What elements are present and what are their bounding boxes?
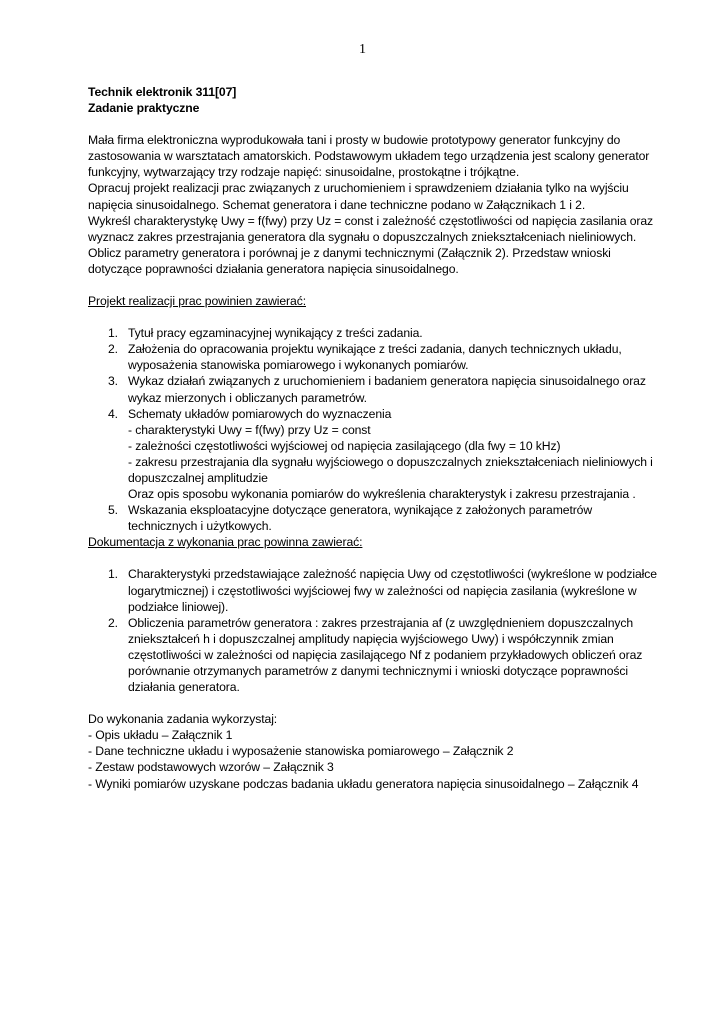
list-item: 2. Obliczenia parametrów generatora : zakres przestrajania af (z uwzględnieniem dopuszczalnych zniekształceń h i dopuszczalnej amplitudy napięcia wyjściowego Uwy) i współczynnik zmian częstotliwości w zależności od napięcia zasilającego Nf z podaniem przykładowych obliczeń oraz porównanie otrzymanych parametrów z danymi technicznymi i wnioski dotyczące poprawności działania generatora. bbox=[108, 615, 643, 695]
documentation-list bbox=[88, 566, 660, 695]
list-item: 1. Tytuł pracy egzaminacyjnej wynikający z treści zadania. bbox=[108, 326, 423, 341]
project-list bbox=[88, 325, 660, 534]
page-number: 1 bbox=[359, 42, 366, 57]
list-item: 2. Założenia do opracowania projektu wynikające z treści zadania, danych technicznych układu, wyposażenia stanowiska pomiarowego i wykonanych pomiarów. bbox=[108, 342, 622, 373]
intro-paragraph: Wykreśl charakterystykę Uwy = f(fwy) przy Uz = const i zależność częstotliwości od napięcia zasilania oraz wyznacz zakres przestrajania generatora dla sygnału o dopuszczalnych zniekształceniach nieliniowych. Oblicz parametry generatora i porównaj je z danymi technicznymi (Załącznik 2). Przedstaw wnioski dotyczące poprawności działania generatora napięcia sinusoidalnego. bbox=[88, 213, 654, 276]
documentation-heading: Dokumentacja z wykonania prac powinna zawierać: bbox=[88, 535, 363, 550]
document-subtitle: Zadanie praktyczne bbox=[88, 101, 200, 116]
list-item: 4. Schematy układów pomiarowych do wyznaczenia - charakterystyki Uwy = f(fwy) przy Uz = const - zależności częstotliwości wyjściowej od napięcia zasilającego (dla fwy = 10 kHz) - zakresu przestrajania dla sygnału wyjściowego o dopuszczalnych zniekształceniach nieliniowych i dopuszczalnej amplitudzie Oraz opis sposobu wykonania pomiarów do wykreślenia charakterystyk i zakresu przestrajania . bbox=[108, 406, 653, 502]
document-body bbox=[88, 84, 660, 792]
resource-item: - Wyniki pomiarów uzyskane podczas badania układu generatora napięcia sinusoidalnego – Załącznik 4 bbox=[88, 776, 639, 791]
resource-item: - Zestaw podstawowych wzorów – Załącznik 3 bbox=[88, 760, 334, 775]
project-heading: Projekt realizacji prac powinien zawierać: bbox=[88, 294, 306, 309]
intro-paragraph: Mała firma elektroniczna wyprodukowała tani i prosty w budowie prototypowy generator funkcyjny do zastosowania w warsztatach amatorskich. Podstawowym układem tego urządzenia jest scalony generator funkcyjny, wytwarzający trzy rodzaje napięć: sinusoidalne, prostokątne i trójkątne. bbox=[88, 133, 650, 180]
resource-item: - Opis układu – Załącznik 1 bbox=[88, 728, 233, 743]
list-item: 5. Wskazania eksploatacyjne dotyczące generatora, wynikające z założonych parametrów technicznych i użytkowych. bbox=[108, 503, 593, 534]
list-item: 1. Charakterystyki przedstawiające zależność napięcia Uwy od częstotliwości (wykreślone w podziałce logarytmicznej) i częstotliwości wyjściowej fwy w zależności od napięcia zasilania (wykreślone w podziałce liniowej). bbox=[108, 567, 657, 614]
resource-item: - Dane techniczne układu i wyposażenie stanowiska pomiarowego – Załącznik 2 bbox=[88, 744, 514, 759]
intro-paragraph: Opracuj projekt realizacji prac związanych z uruchomieniem i sprawdzeniem działania tylko na wyjściu napięcia sinusoidalnego. Schemat generatora i dane techniczne podano w Załącznikach 1 i 2. bbox=[88, 181, 629, 212]
list-item: 3. Wykaz działań związanych z uruchomieniem i badaniem generatora napięcia sinusoidalnego oraz wykaz mierzonych i obliczanych parametrów. bbox=[108, 374, 646, 405]
document-title: Technik elektronik 311[07] bbox=[88, 85, 237, 99]
resources-heading: Do wykonania zadania wykorzystaj: bbox=[88, 712, 278, 727]
